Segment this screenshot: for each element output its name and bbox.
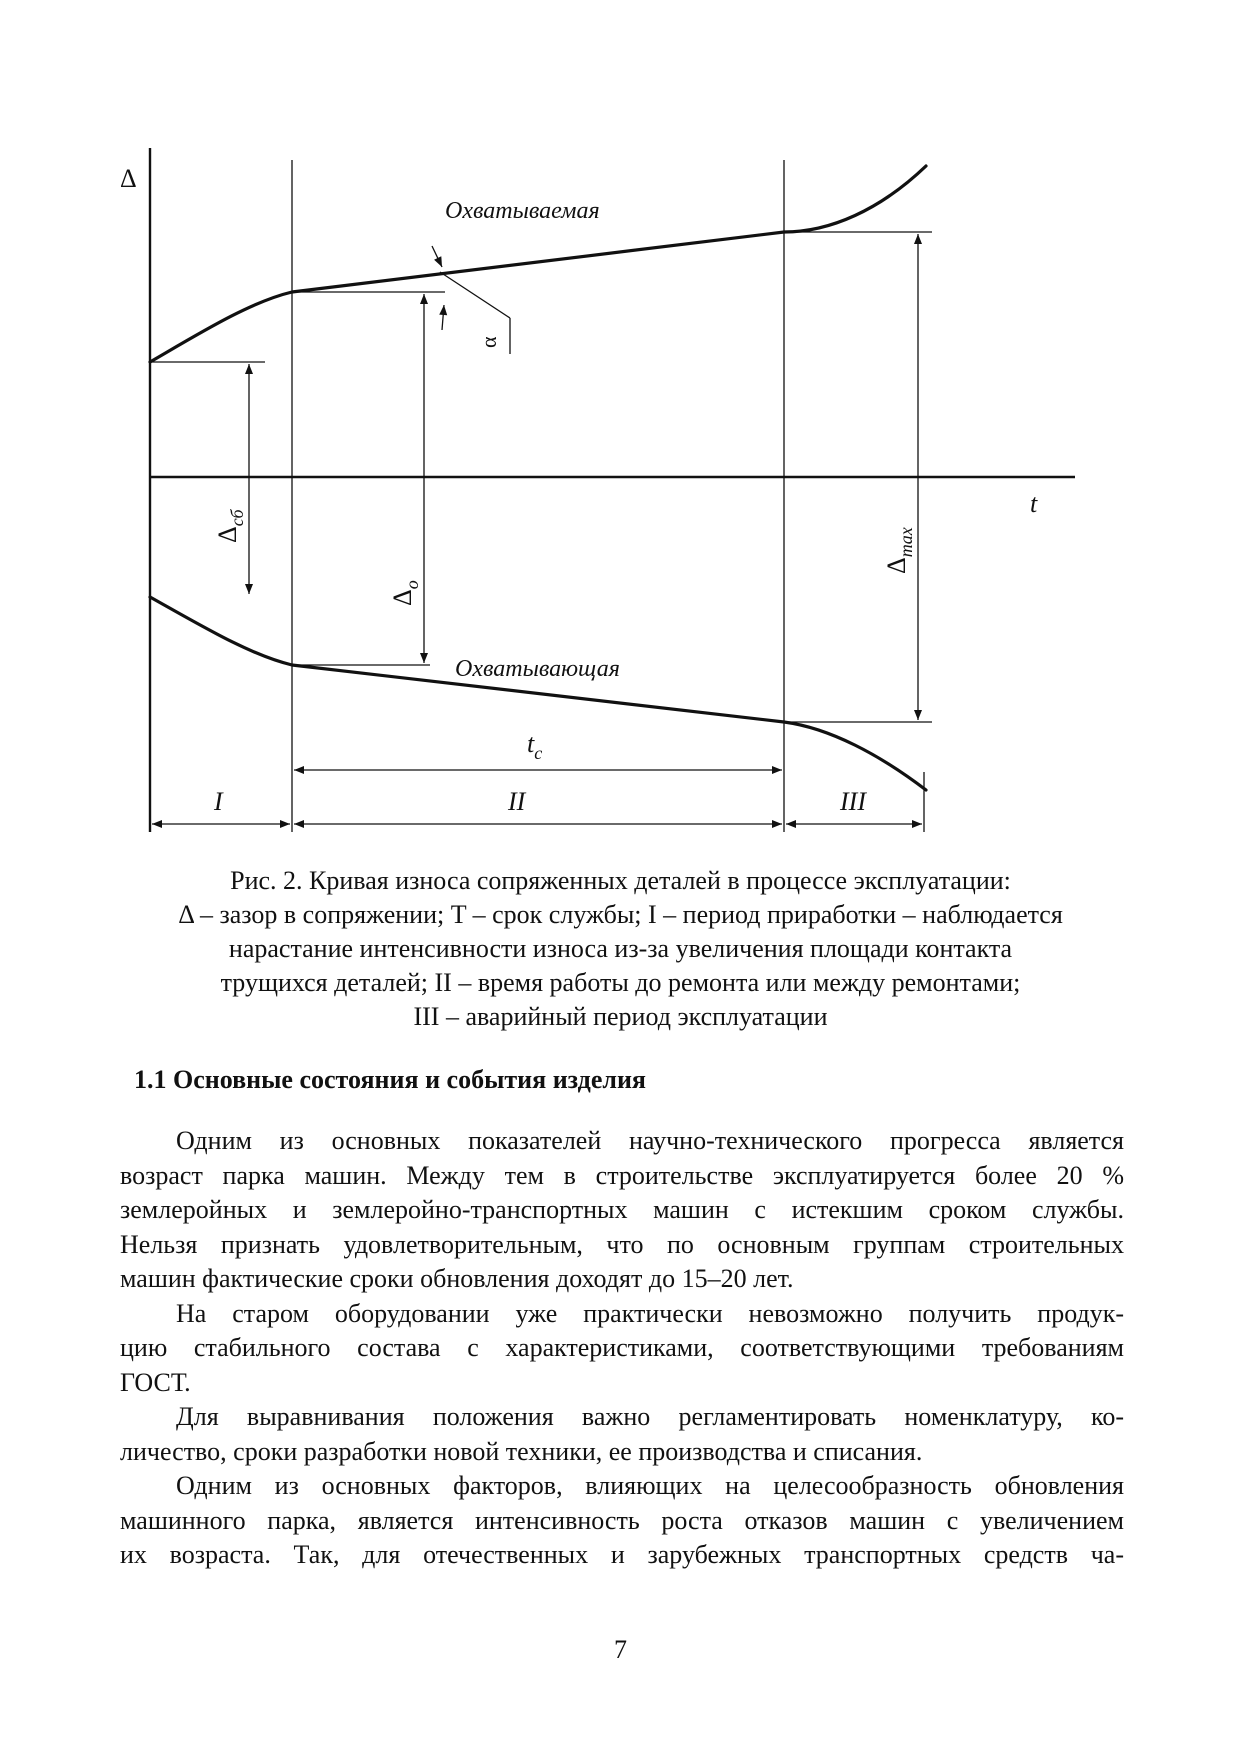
time-axis-label: t <box>1030 489 1038 518</box>
alpha-pointer-arrow-bottom <box>442 305 444 330</box>
text-line: Для выравнивания положения важно регламентировать номенклатуру, ко- <box>176 1402 1124 1431</box>
period-1-label: I <box>214 787 223 816</box>
text-line: Нельзя признать удовлетворительным, что по основным группам строительных <box>120 1229 1124 1259</box>
hole-curve-label: Охватывающая <box>455 656 620 682</box>
page-number: 7 <box>614 1635 627 1664</box>
alpha-tangent-line <box>440 272 510 318</box>
period-3-label: III <box>840 787 866 816</box>
caption-line: нарастание интенсивности износа из-за увеличения площади контакта <box>228 934 1013 963</box>
text-line: Одним из основных факторов, влияющих на целесообразность обновления <box>176 1471 1124 1500</box>
alpha-label: α <box>476 336 501 348</box>
text-line: ГОСТ. <box>120 1367 191 1397</box>
shaft-wear-curve <box>150 166 926 362</box>
tc-label: $t_c$ <box>527 729 543 763</box>
figure-caption <box>120 864 1121 1034</box>
caption-line: Δ – зазор в сопряжении; T – срок службы; I – период приработки – наблюдается <box>178 900 1063 929</box>
period-2-label: II <box>508 787 526 816</box>
body-text <box>120 1124 1124 1573</box>
delta-o-label: $\Delta_о$ <box>388 580 422 606</box>
text-line: личество, сроки разработки новой техники, ее производства и списания. <box>120 1436 923 1466</box>
caption-line: трущихся деталей; II – время работы до ремонта или между ремонтами; <box>220 968 1021 997</box>
alpha-pointer-arrow-top <box>432 246 442 267</box>
text-line: их возраста. Так, для отечественных и зарубежных транспортных средств ча- <box>120 1540 1124 1569</box>
text-line: цию стабильного состава с характеристиками, соответствующими требованиям <box>120 1333 1124 1362</box>
delta-sb-label: $\Delta_{сб}$ <box>213 509 247 543</box>
wear-curve-figure <box>0 0 1241 860</box>
text-line: землеройных и землеройно-транспортных машин с истекшим сроком службы. <box>120 1195 1124 1224</box>
caption-line: III – аварийный период эксплуатации <box>413 1002 828 1031</box>
section-heading: 1.1 Основные состояния и события изделия <box>134 1065 646 1094</box>
text-line: На старом оборудовании уже практически невозможно получить продук- <box>176 1298 1124 1328</box>
delta-max-label: $\Delta_{max}$ <box>882 527 916 574</box>
text-line: возраст парка машин. Между тем в строительстве эксплуатируется более 20 % <box>120 1160 1124 1190</box>
text-line: Одним из основных показателей научно-технического прогресса является <box>176 1126 1124 1155</box>
text-line: машинного парка, является интенсивность роста отказов машин с увеличением <box>120 1505 1124 1535</box>
caption-line: Рис. 2. Кривая износа сопряженных деталей в процессе эксплуатации: <box>230 866 1011 895</box>
delta-axis-label: Δ <box>120 164 137 193</box>
text-line: машин фактические сроки обновления доходят до 15–20 лет. <box>120 1264 794 1293</box>
shaft-curve-label: Охватываемая <box>445 198 600 224</box>
